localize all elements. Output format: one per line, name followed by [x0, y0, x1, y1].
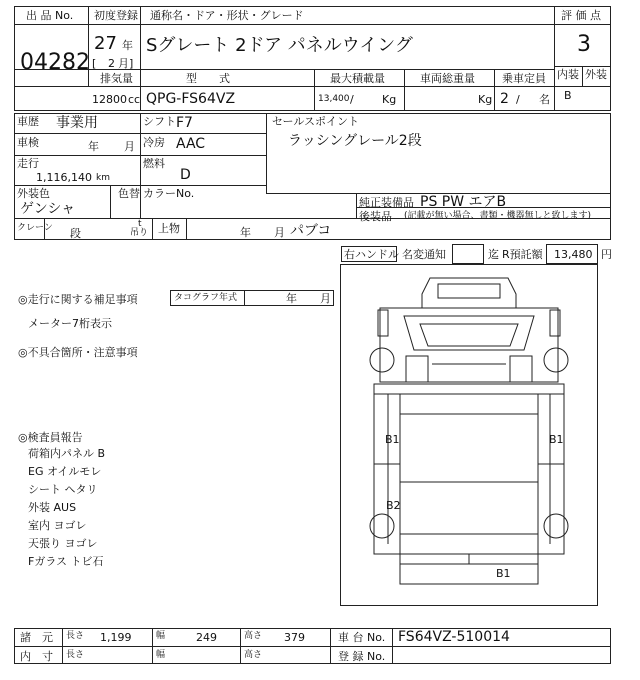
left-door-panel: [406, 356, 428, 382]
interior-grade: B: [564, 89, 572, 102]
chassis-label: 車 台 No.: [338, 631, 386, 644]
width-value: 249: [196, 631, 217, 644]
inspector-note: 天張り ヨゴレ: [28, 537, 98, 550]
capacity-label: 乗車定員: [502, 72, 546, 85]
crane-label: クレーン: [17, 223, 53, 233]
type-label: 型 式: [186, 72, 230, 85]
max-load-sep: /: [350, 93, 354, 106]
front-left-wheel: [370, 348, 394, 372]
rating-label: 評 価 点: [561, 9, 601, 22]
aftermarket-note: (記載が無い場合、書類・機器無しと致します): [404, 211, 592, 221]
crane-stage-unit: 段: [70, 227, 81, 240]
loading-month-unit: 月: [274, 226, 285, 239]
recycle-label: R預託額: [502, 248, 543, 261]
shift-value: F7: [176, 115, 193, 131]
driving-label: ◎走行に関する補足事項: [18, 293, 138, 306]
defects-label: ◎不具合箇所・注意事項: [18, 346, 138, 359]
era-year: 27: [94, 33, 117, 54]
cargo-box: [374, 384, 564, 554]
crane-ton-unit: t: [138, 219, 142, 229]
cab-body: [380, 308, 558, 382]
front-right-wheel: [544, 348, 568, 372]
driving-note: メーター7桁表示: [28, 317, 112, 330]
fuel-value: D: [180, 167, 191, 183]
registration-label: 登 録 No.: [338, 650, 386, 663]
model-grade-label: 通称名・ドア・形状・グレード: [150, 9, 304, 22]
capacity-sep: /: [516, 93, 520, 106]
inspection-label: 車検: [17, 136, 39, 149]
inspector-note: EG オイルモレ: [28, 465, 102, 478]
first-reg-label: 初度登録: [94, 9, 138, 22]
damage-mark: B1: [549, 433, 564, 446]
width-label: 幅: [156, 631, 166, 641]
shift-label: シフト: [143, 115, 176, 128]
capacity-unit: 名: [539, 93, 550, 106]
height-value: 379: [284, 631, 305, 644]
gross-weight-label: 車両総重量: [420, 72, 475, 85]
inner-length-label: 長さ: [66, 650, 85, 660]
fuel-label: 燃料: [143, 157, 165, 170]
ac-label: 冷房: [143, 136, 165, 149]
lot-label: 出 品 No.: [26, 9, 74, 22]
displacement-label: 排気量: [100, 72, 133, 85]
month-open: [: [92, 57, 97, 70]
inner-width-label: 幅: [156, 650, 166, 660]
height-label: 高さ: [244, 631, 263, 641]
inspector-label: ◎検査員報告: [18, 431, 83, 444]
gross-weight-unit: Kg: [478, 93, 493, 106]
history-label: 車歴: [17, 115, 39, 128]
mileage-unit: km: [96, 173, 110, 183]
sales-points-value: ラッシングレール2段: [288, 133, 422, 149]
color-no-label: カラーNo.: [143, 187, 195, 200]
mileage-value: 1,116,140: [36, 171, 92, 184]
displacement: 12800: [92, 93, 127, 106]
crane-hang-unit: 吊り: [130, 228, 149, 238]
recycle-value: 13,480: [554, 248, 593, 261]
model-grade: Sグレート 2ドア パネルウイング: [146, 35, 413, 56]
inner-dims-label: 内 寸: [20, 650, 53, 663]
color-exterior-value: ゲンシャ: [20, 201, 76, 217]
history-value: 事業用: [56, 115, 98, 131]
chassis-value: FS64VZ-510014: [398, 629, 510, 645]
right-door-panel: [510, 356, 532, 382]
inspector-note: シート ヘタリ: [28, 483, 98, 496]
aftermarket-label: 後装品: [359, 210, 392, 223]
capacity: 2: [500, 91, 509, 107]
cab-roof: [422, 278, 516, 308]
damage-mark: B1: [496, 567, 511, 580]
name-change-label: 名変通知: [402, 248, 446, 261]
equipment-label: 純正装備品: [359, 196, 414, 209]
rating-value: 3: [577, 32, 591, 57]
tacho-month-unit: 月: [320, 292, 331, 305]
month-unit: 月]: [118, 57, 134, 70]
inspector-notes: [28, 446, 105, 570]
max-load-unit: Kg: [382, 93, 397, 106]
length-value: 1,199: [100, 631, 132, 644]
equipment-value: PS PW エアB: [420, 194, 507, 210]
inspection-month-unit: 月: [124, 140, 135, 153]
sales-points-label: セールスポイント: [272, 115, 360, 128]
exterior-label: 外装: [585, 68, 607, 81]
damage-mark: B1: [385, 433, 400, 446]
tachograph-label: タコグラフ年式: [174, 293, 238, 303]
year-unit: 年: [122, 39, 133, 52]
color-exterior-label: 外装色: [17, 187, 50, 200]
dims-label: 諸 元: [20, 631, 53, 644]
type-value: QPG-FS64VZ: [146, 91, 236, 107]
steering: 右ハンドル: [344, 248, 399, 261]
displacement-unit: cc: [128, 93, 141, 106]
deposit-label: 迄: [488, 248, 499, 261]
loading-year-unit: 年: [240, 226, 251, 239]
inspector-note: 荷箱内パネル B: [28, 447, 106, 460]
inspector-note: Fガラス トビ石: [28, 555, 104, 568]
lot-number: 04282: [20, 50, 90, 75]
yen-unit: 円: [601, 248, 612, 261]
interior-label: 内装: [557, 68, 579, 81]
length-label: 長さ: [66, 631, 85, 641]
month-value: 2: [108, 57, 115, 70]
inspector-note: 室内 ヨゴレ: [28, 519, 87, 532]
inspection-year-unit: 年: [88, 140, 99, 153]
loading-label: 上物: [158, 222, 180, 235]
max-load: 13,400: [318, 94, 350, 104]
max-load-label: 最大積載量: [330, 72, 385, 85]
inner-height-label: 高さ: [244, 650, 263, 660]
damage-mark: B2: [386, 499, 401, 512]
ac-value: AAC: [176, 136, 206, 152]
loading-maker: パブコ: [290, 223, 332, 239]
name-change-box: [452, 244, 484, 264]
mileage-label: 走行: [17, 157, 39, 170]
windshield-inner: [420, 324, 518, 346]
cab-top-panel: [438, 284, 500, 298]
tacho-year-unit: 年: [286, 292, 297, 305]
paint-label: 色替: [118, 187, 140, 200]
inspector-note: 外装 AUS: [28, 501, 77, 514]
